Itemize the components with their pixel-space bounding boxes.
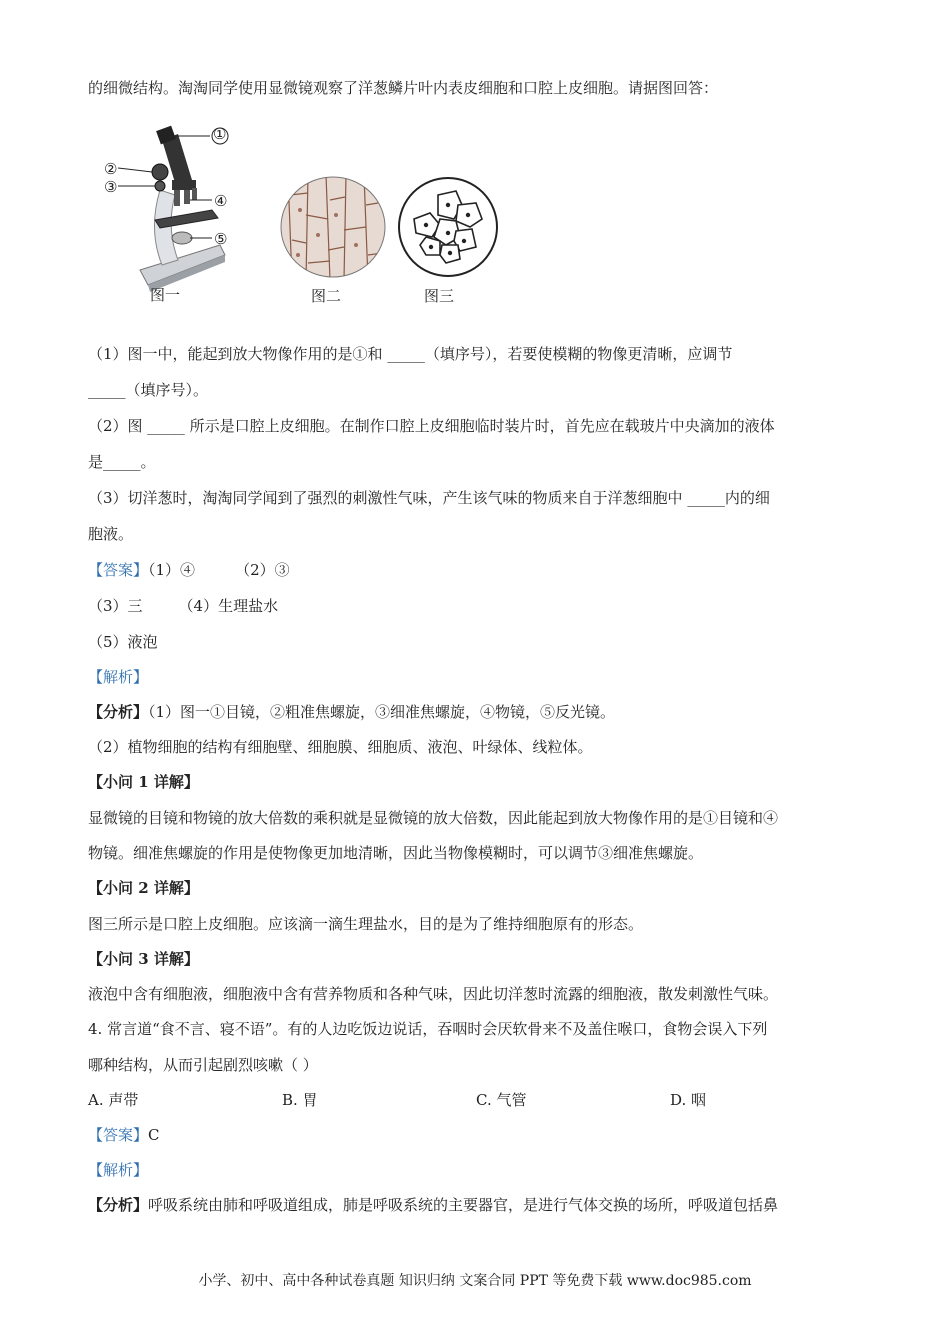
- answer-row-2: [88, 596, 278, 616]
- q1-line-1: （1）图一中，能起到放大物像作用的是①和 _____（填序号），若要使模糊的物像更清晰，应调节: [88, 345, 733, 363]
- option-d: D. 咽: [670, 1091, 707, 1109]
- answer-1: （1）④: [148, 561, 196, 579]
- label-5: ⑤: [214, 230, 228, 248]
- intro-line: 的细微结构。淘淘同学使用显微镜观察了洋葱鳞片叶内表皮细胞和口腔上皮细胞。请据图回答：: [88, 79, 719, 97]
- figure-microscope: [100, 120, 250, 310]
- answer-5: （5）液泡: [88, 633, 158, 651]
- fenxi-text-1: （1）图一①目镜，②粗准焦螺旋，③细准焦螺旋，④物镜，⑤反光镜。: [148, 703, 616, 721]
- label-2: ②: [104, 160, 118, 178]
- q2-line-1: （2）图 _____ 所示是口腔上皮细胞。在制作口腔上皮细胞临时装片时，首先应在载玻片中央滴加的液体: [88, 417, 775, 435]
- subq-3-heading: 【小问 3 详解】: [88, 950, 199, 968]
- subq-1-heading: 【小问 1 详解】: [88, 773, 199, 791]
- subq-3-text: 液泡中含有细胞液，细胞液中含有营养物质和各种气味，因此切洋葱时流露的细胞液，散发刺激性气味。: [88, 985, 779, 1003]
- answer-2: （2）③: [235, 561, 290, 579]
- figure-1-caption: 图一: [150, 286, 181, 304]
- answer-4: （4）生理盐水: [178, 597, 279, 615]
- q4-line-2: 哪种结构，从而引起剧烈咳嗽（ ）: [88, 1056, 318, 1074]
- analysis-heading: 【解析】: [88, 668, 149, 686]
- figure-3-caption: 图三: [424, 287, 455, 305]
- figure-onion-cells: [278, 175, 388, 310]
- cheek-cells-icon: [396, 175, 506, 280]
- figure-2-caption: 图二: [311, 287, 342, 305]
- q4-line-1: 4. 常言道“食不言、寝不语”。有的人边吃饭边说话，吞咽时会厌软骨来不及盖住喉口，食物会误入下列: [88, 1020, 768, 1038]
- option-b: B. 胃: [282, 1091, 318, 1109]
- q3-line-2: 胞液。: [88, 525, 134, 543]
- q4-fenxi-tag: 【分析】: [88, 1196, 149, 1214]
- q4-fenxi: [88, 1195, 778, 1215]
- figure-cheek-cells: [396, 175, 506, 310]
- subq-1-text-2: 物镜。细准焦螺旋的作用是使物像更加地清晰，因此当物像模糊时，可以调节③细准焦螺旋。: [88, 844, 704, 862]
- subq-1-text-1: 显微镜的目镜和物镜的放大倍数的乘积就是显微镜的放大倍数，因此能起到放大物像作用的是①目镜和④: [88, 809, 779, 827]
- q4-fenxi-text: 呼吸系统由肺和呼吸道组成，肺是呼吸系统的主要器官，是进行气体交换的场所，呼吸道包括鼻: [148, 1196, 779, 1214]
- q2-line-2: 是_____。: [88, 453, 156, 471]
- label-1: ①: [213, 125, 227, 143]
- q4-analysis-heading: 【解析】: [88, 1161, 149, 1179]
- subq-2-heading: 【小问 2 详解】: [88, 879, 199, 897]
- subq-2-text: 图三所示是口腔上皮细胞。应该滴一滴生理盐水，目的是为了维持细胞原有的形态。: [88, 915, 644, 933]
- microscope-icon: [100, 120, 250, 310]
- option-a: A. 声带: [88, 1091, 139, 1109]
- answer-row-1: [88, 560, 290, 580]
- onion-cells-icon: [278, 175, 388, 280]
- fenxi-tag: 【分析】: [88, 703, 149, 721]
- page-footer: 小学、初中、高中各种试卷真题 知识归纳 文案合同 PPT 等免费下载 www.doc985.com: [198, 1273, 752, 1289]
- label-3: ③: [104, 178, 118, 196]
- answer-tag: 【答案】: [88, 561, 149, 579]
- q3-line-1: （3）切洋葱时，淘淘同学闻到了强烈的刺激性气味，产生该气味的物质来自于洋葱细胞中 _____内的细: [88, 489, 770, 507]
- q4-answer-tag: 【答案】: [88, 1126, 149, 1144]
- q4-answer-value: C: [148, 1126, 160, 1144]
- fenxi-line-2: （2）植物细胞的结构有细胞壁、细胞膜、细胞质、液泡、叶绿体、线粒体。: [88, 738, 593, 756]
- q4-answer: [88, 1125, 160, 1145]
- option-c: C. 气管: [476, 1091, 527, 1109]
- answer-3: （3）三: [88, 597, 143, 615]
- fenxi-line-1: [88, 702, 615, 722]
- q1-line-2: _____（填序号）。: [88, 381, 209, 399]
- label-4: ④: [214, 192, 228, 210]
